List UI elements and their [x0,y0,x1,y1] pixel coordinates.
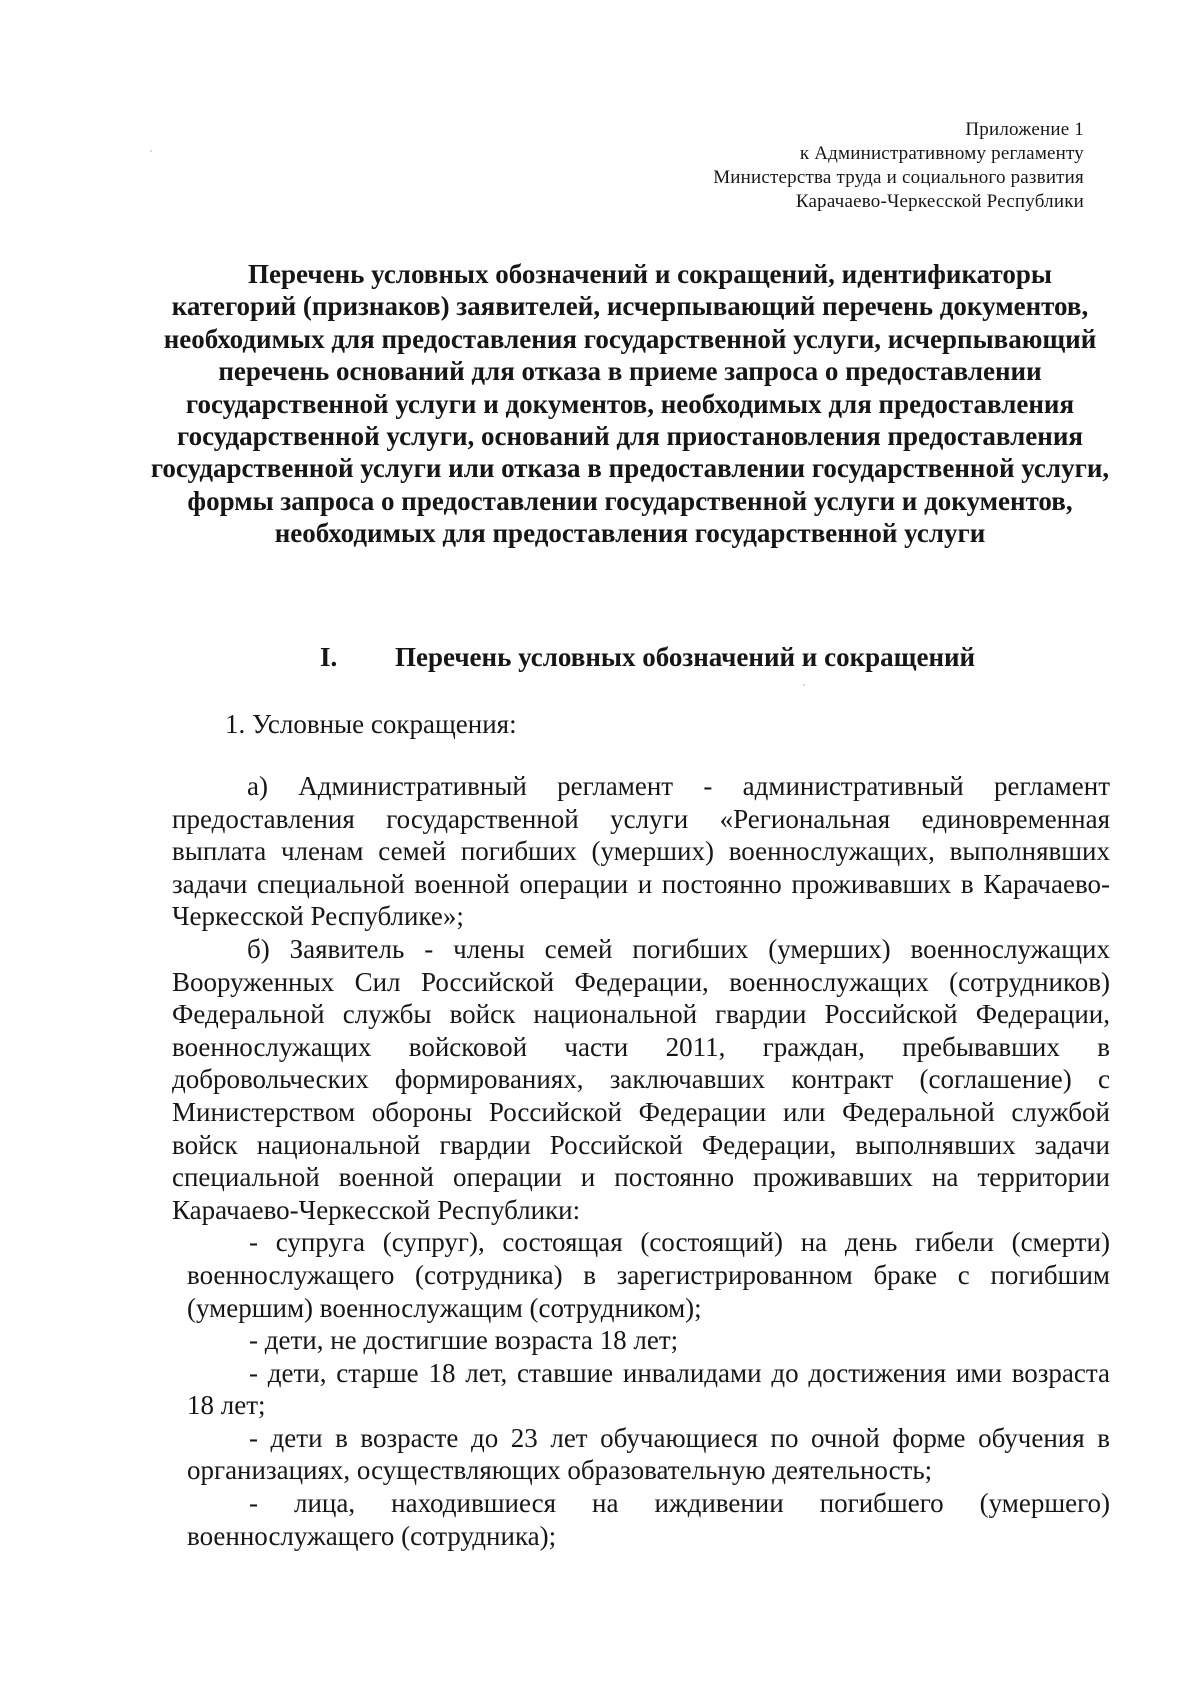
document-title-rest: категорий (признаков) заявителей, исчерпывающий перечень документов, необходимых для предоставления государственной услуги, исчерпывающий перечень оснований для отказа в приеме запроса о предоставлении государственной услуги и документов, необходимых для предоставления государственной услуги, оснований для приостановления предоставления государственной услуги или отказа в предоставлении государственной услуги, формы запроса о предоставлении государственной услуги и документов, необходимых для предоставления государственной услуги [150,291,1110,549]
document-title-line-1: Перечень условных обозначений и сокращений, идентификаторы [248,259,1052,289]
list-item: - дети, не достигшие возраста 18 лет; [249,1325,679,1356]
list-item: - дети в возрасте до 23 лет обучающиеся по очной форме обучения в организациях, осуществляющих образовательную деятельность; [187,1422,1110,1486]
section-title: Перечень условных обозначений и сокращений [395,642,976,672]
section-heading [320,641,1040,673]
list-item: - лица, находившиеся на иждивении погибшего (умершего) военнослужащего (сотрудника); [187,1488,1110,1551]
annex-line-1: Приложение 1 [965,119,1084,140]
document-title [150,258,1110,550]
paragraph-b: б) Заявитель - члены семей погибших (умерших) военнослужащих Вооруженных Сил Российской Федерации, военнослужащих (сотрудников) Федеральной службы войск национальной гвардии Российской Федерации, военнослужащих войсковой части 2011, граждан, пребывавших в добровольческих формированиях, заключавших контракт (соглашение) с Министерством обороны Российской Федерации или Федеральной службой войск национальной гвардии Российской Федерации, выполнявших задачи специальной военной операции и постоянно проживавших на территории Карачаево-Черкесской Республики: [172,933,1110,1225]
paragraph-a: а) Административный регламент - административный регламент предоставления государственной услуги «Региональная единовременная выплата членам семей погибших (умерших) военнослужащих, выполнявших задачи специальной военной операции и постоянно проживавших в Карачаево-Черкесской Республике»; [172,771,1110,932]
body-text [172,770,1110,1552]
annex-header [564,118,1084,214]
list-item: - супруга (супруг), состоящая (состоящий) на день гибели (смерти) военнослужащего (сотрудника) в зарегистрированном браке с погибшим (умершим) военнослужащим (сотрудником); [187,1227,1110,1323]
list-item: - дети, старше 18 лет, ставшие инвалидами до достижения ими возраста 18 лет; [187,1357,1110,1421]
annex-line-4: Карачаево-Черкесской Республики [795,191,1084,212]
item-heading: 1. Условные сокращения: [225,709,517,739]
scan-speck [803,684,805,686]
section-number: I. [320,642,338,672]
annex-line-2: к Административному регламенту [799,143,1084,164]
scan-speck [150,150,152,152]
annex-line-3: Министерства труда и социального развития [713,167,1084,188]
